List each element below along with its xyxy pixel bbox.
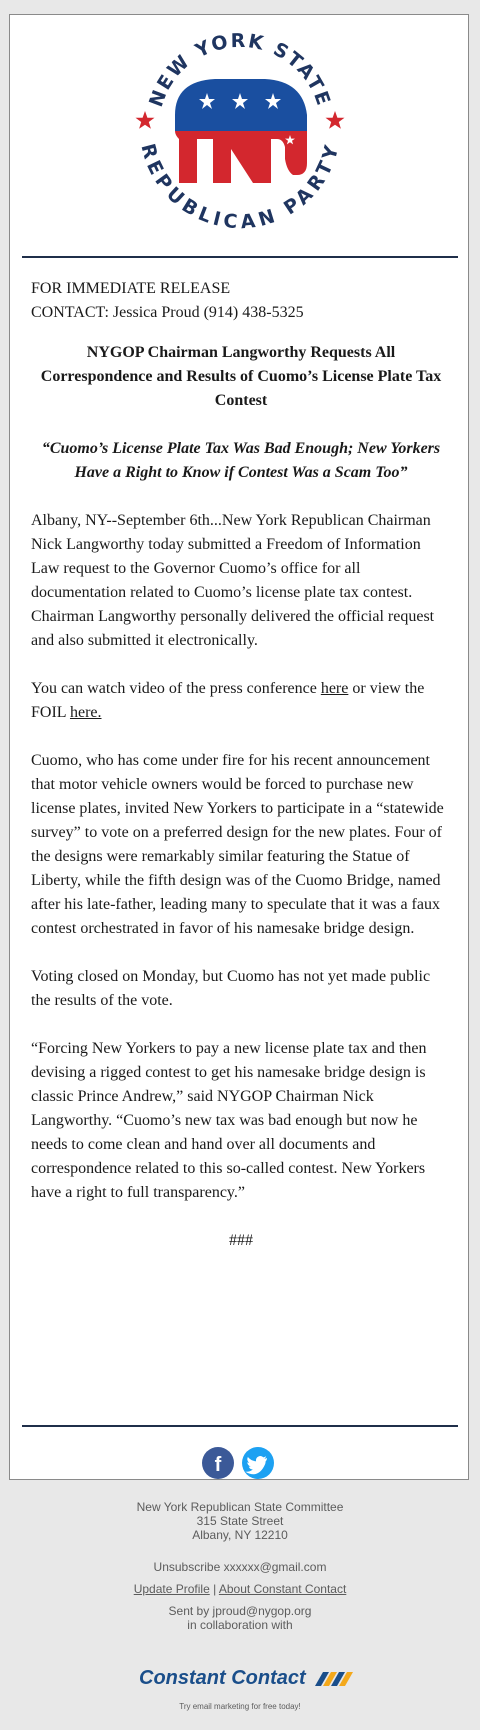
about-constant-contact-link[interactable]: About Constant Contact	[218, 1582, 347, 1596]
constant-contact-wordmark: Constant Contact	[139, 1667, 306, 1689]
unsubscribe-link[interactable]: Unsubscribe xxxxxx@gmail.com	[153, 1560, 327, 1574]
footer-separator: |	[209, 1582, 219, 1596]
twitter-icon	[242, 1447, 274, 1479]
video-link[interactable]: here	[320, 680, 349, 697]
facebook-icon	[202, 1447, 234, 1479]
footer	[0, 1500, 480, 1632]
paragraph-background: Cuomo, who has come under fire for his recent announcement that motor vehicle owners would be forced to purchase new license plates, invited New Yorkers to participate in a “statewide survey” to vote on a preferred design for the new plates. Four of the designs were remarkably similar featuring the Statue of Liberty, while the fifth design was of the Cuomo Bridge, named after his late-father, leading many to speculate that it was a faux contest orchestrated in favor of his namesake bridge design.	[31, 752, 444, 937]
header-divider	[22, 256, 458, 258]
logo-ring-text-bottom: REPUBLICAN PARTY	[136, 141, 344, 233]
release-label: FOR IMMEDIATE RELEASE	[31, 280, 231, 297]
subheadline-quote: “Cuomo’s License Plate Tax Was Bad Enough; New Yorkers Have a Right to Know if Contest Was a Scam Too”	[41, 440, 441, 481]
paragraph-links	[31, 677, 451, 725]
logo-ring-text-top: NEW YORK STATE	[145, 29, 335, 110]
right-star-icon	[326, 111, 345, 129]
left-star-icon	[136, 111, 155, 129]
foil-link[interactable]: here.	[69, 704, 102, 721]
footer-city: Albany, NY 12210	[192, 1528, 288, 1542]
facebook-button[interactable]	[202, 1447, 234, 1479]
links-text-a: You can watch video of the press conference	[31, 680, 321, 697]
footer-divider	[22, 1425, 458, 1427]
collaboration-text: in collaboration with	[187, 1618, 293, 1632]
press-release-body	[31, 277, 451, 1253]
contact-line: CONTACT: Jessica Proud (914) 438-5325	[31, 304, 304, 321]
paragraph-quote: “Forcing New Yorkers to pay a new license plate tax and then devising a rigged contest to get his namesake bridge design is classic Prince Andrew,” said NYGOP Chairman Nick Langworthy. “Cuomo’s new tax was bad enough but now he needs to come clean and hand over all documents and correspondence related to this so-called contest. New Yorkers have a right to full transparency.”	[31, 1040, 427, 1201]
headline: NYGOP Chairman Langworthy Requests All Correspondence and Results of Cuomo’s License Plate Tax Contest	[40, 344, 442, 409]
constant-contact-flag-icon	[315, 1672, 353, 1686]
footer-street: 315 State Street	[196, 1514, 284, 1528]
sent-by: Sent by jproud@nygop.org	[168, 1604, 312, 1618]
twitter-button[interactable]	[242, 1447, 274, 1479]
update-profile-link[interactable]: Update Profile	[133, 1582, 210, 1596]
constant-contact-tagline[interactable]: Try email marketing for free today!	[179, 1702, 301, 1711]
footer-links	[0, 1582, 480, 1596]
svg-text:f: f	[214, 1454, 222, 1476]
paragraph-intro: Albany, NY--September 6th...New York Republican Chairman Nick Langworthy today submitted a Freedom of Information Law request to the Governor Cuomo’s office for all documentation related to Cuomo’s license plate tax contest. Chairman Langworthy personally delivered the official request and also submitted it electronically.	[31, 512, 435, 649]
links-text-b: or view the FOIL	[31, 680, 425, 721]
nygop-logo	[135, 23, 345, 233]
footer-org: New York Republican State Committee	[136, 1500, 344, 1514]
end-marker: ###	[229, 1232, 253, 1249]
constant-contact-logo[interactable]	[137, 1660, 357, 1694]
email-card	[9, 14, 469, 1480]
elephant-icon	[175, 79, 307, 183]
paragraph-voting: Voting closed on Monday, but Cuomo has not yet made public the results of the vote.	[31, 968, 431, 1009]
